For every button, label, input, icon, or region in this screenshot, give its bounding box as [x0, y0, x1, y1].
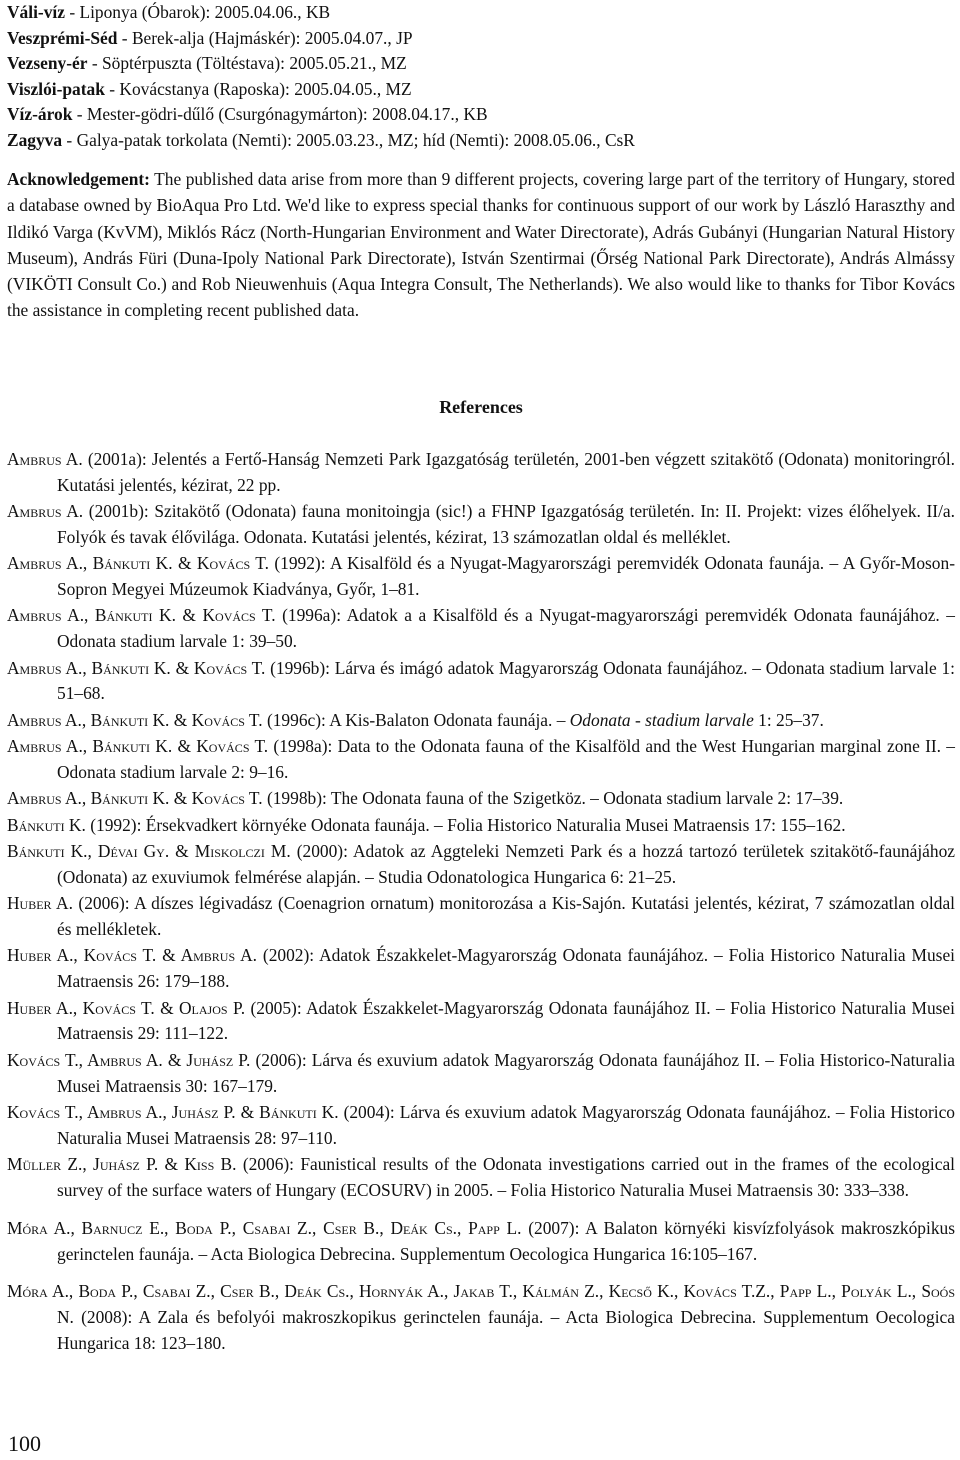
- reference-entry: [7, 839, 955, 891]
- reference-text: (1996a): Adatok a a Kisalföld és a Nyugat-magyarországi peremvidék Odonata faunájához. – Odonata stadium larvale 1: 39–50.: [57, 605, 955, 652]
- reference-text: (2000): Adatok az Aggteleki Nemzeti Park és a hozzá tartozó területek szitakötő-faunájához (Odonata) az exuviumok felmérése alapján. – Studia Odonatologica Hungarica 6: 21–25.: [57, 841, 955, 887]
- locality-name: Váli-víz: [7, 2, 65, 22]
- locality-entry: [7, 51, 955, 77]
- reference-entry: [7, 447, 955, 499]
- reference-text: (2007): A Balaton környéki kisvízfolyások makroszkópikus gerinctelen faunája. – Acta Biologica Debrecina. Supplementum Oecologica Hungarica 16:105–167.: [57, 1217, 955, 1264]
- reference-authors: Ambrus A., Bánkuti K. & Kovács T.: [7, 657, 266, 678]
- locality-entry: [7, 26, 955, 52]
- locality-detail: - Berek-alja (Hajmáskér): 2005.04.07., JP: [117, 27, 413, 48]
- reference-authors: Huber A.: [7, 893, 73, 914]
- acknowledgement-label: Acknowledgement:: [7, 169, 150, 189]
- reference-text: (1996b): Lárva és imágó adatok Magyarország Odonata faunájához. – Odonata stadium larvale 1: 51–68.: [57, 657, 955, 704]
- reference-authors: Ambrus A., Bánkuti K. & Kovács T.: [7, 605, 276, 626]
- reference-journal-italic: Odonata - stadium larvale: [569, 709, 754, 730]
- reference-entry: [7, 603, 955, 655]
- reference-entry: [7, 996, 955, 1048]
- reference-text: (1992): Érsekvadkert környéke Odonata faunája. – Folia Historico Naturalia Musei Matraensis 17: 155–162.: [85, 814, 846, 835]
- reference-text: (1998a): Data to the Odonata fauna of the Kisalföld and the West Hungarian marginal zone II. – Odonata stadium larvale 2: 9–16.: [57, 736, 955, 782]
- locality-detail: - Liponya (Óbarok): 2005.04.06., KB: [64, 2, 331, 22]
- reference-authors: Huber A., Kovács T. & Ambrus A.: [7, 945, 258, 966]
- locality-list: [7, 0, 955, 153]
- locality-detail: - Galya-patak torkolata (Nemti): 2005.03.23., MZ; híd (Nemti): 2008.05.06., CsR: [62, 129, 635, 150]
- locality-name: Vezseny-ér: [7, 53, 88, 73]
- reference-entry: [7, 734, 955, 786]
- references-heading: References: [439, 396, 523, 417]
- reference-authors: Kovács T., Ambrus A., Juhász P. & Bánkuti K.: [7, 1102, 339, 1123]
- reference-entry: [7, 891, 955, 943]
- reference-tail: 1: 25–37.: [753, 709, 824, 730]
- reference-entry: [7, 499, 955, 551]
- locality-name: Víz-árok: [7, 104, 73, 124]
- reference-authors: Móra A., Barnucz E., Boda P., Csabai Z., Cser B., Deák Cs., Papp L.: [7, 1217, 522, 1238]
- reference-entry: [7, 943, 955, 995]
- reference-authors: Müller Z., Juhász P. & Kiss B.: [7, 1154, 237, 1175]
- reference-authors: Bánkuti K.: [7, 814, 86, 835]
- reference-text: (1998b): The Odonata fauna of the Szigetköz. – Odonata stadium larvale 2: 17–39.: [262, 788, 844, 809]
- acknowledgement-paragraph: [7, 166, 955, 324]
- reference-authors: Ambrus A.: [7, 448, 83, 469]
- reference-authors: Ambrus A., Bánkuti K. & Kovács T.: [7, 553, 269, 574]
- reference-entry: [7, 786, 955, 812]
- reference-text: (2006): Lárva és exuvium adatok Magyarország Odonata faunájához II. – Folia Historico-Naturalia Musei Matraensis 30: 167–179.: [57, 1049, 955, 1096]
- reference-authors: Bánkuti K., Dévai Gy. & Miskolczi M.: [7, 841, 291, 862]
- reference-entry: [7, 813, 955, 839]
- reference-text: (2006): A díszes légivadász (Coenagrion ornatum) monitorozása a Kis-Sajón. Kutatási jelentés, kézirat, 7 számozatlan oldal és mellékletek.: [57, 893, 955, 940]
- reference-authors: Huber A., Kovács T. & Olajos P.: [7, 997, 246, 1018]
- page-number: 100: [8, 1431, 41, 1456]
- reference-authors: Móra A., Boda P., Csabai Z., Cser B., Deák Cs., Hornyák A., Jakab T., Kálmán Z., Kecső K., Kovács T.Z., Papp L., Polyák L., Soós N.: [7, 1281, 955, 1328]
- reference-entry: [7, 1048, 955, 1100]
- reference-entry: [7, 708, 955, 734]
- locality-detail: - Mester-gödri-dűlő (Csurgónagymárton): 2008.04.17., KB: [72, 104, 488, 124]
- reference-text: (2001a): Jelentés a Fertő-Hanság Nemzeti Park Igazgatóság területén, 2001-ben végzett szitakötő (Odonata) monitoringról. Kutatási jelentés, kézirat, 22 pp.: [57, 448, 956, 495]
- reference-text: (2004): Lárva és exuvium adatok Magyarország Odonata faunájához. – Folia Historico Naturalia Musei Matraensis 28: 97–110.: [57, 1102, 955, 1148]
- paper-page: [7, 0, 955, 1357]
- locality-name: Viszlói-patak: [7, 78, 105, 99]
- reference-entry: [7, 1216, 955, 1268]
- locality-name: Zagyva: [7, 129, 63, 150]
- reference-entry: [7, 551, 955, 603]
- reference-entry: [7, 1279, 955, 1356]
- reference-authors: Ambrus A.: [7, 500, 84, 521]
- reference-authors: Ambrus A., Bánkuti K. & Kovács T.: [7, 709, 263, 730]
- reference-authors: Ambrus A., Bánkuti K. & Kovács T.: [7, 736, 269, 757]
- reference-text: (2001b): Szitakötő (Odonata) fauna monitoingja (sic!) a FHNP Igazgatóság területén. In: II. Projekt: vizes élőhelyek. II/a. Folyók és tavak élővilága. Odonata. Kutatási jelentés, kézirat, 13 számozatlan oldal és melléklet.: [57, 500, 956, 547]
- acknowledgement-text: The published data arise from more than 9 different projects, covering large part of the territory of Hungary, stored a database owned by BioAqua Pro Ltd. We'd like to express special thanks for continuous support of our work by László Haraszthy and Ildikó Varga (KvVM), Miklós Rácz (North-Hungarian Environment and Water Directorate), Adrás Gubányi (Hungarian Natural History Museum), András Füri (Duna-Ipoly National Park Directorate), István Szentirmai (Őrség National Park Directorate), András Almássy (VIKÖTI Consult Co.) and Rob Nieuwenhuis (Aqua Integra Consult, The Netherlands). We also would like to thanks for Tibor Kovács the assistance in completing recent published data.: [7, 169, 955, 321]
- reference-authors: Ambrus A., Bánkuti K. & Kovács T.: [7, 788, 263, 809]
- locality-detail: - Kovácstanya (Raposka): 2005.04.05., MZ: [104, 78, 412, 99]
- reference-text: (1992): A Kisalföld és a Nyugat-Magyarországi peremvidék Odonata faunája. – A Győr-Moson-Sopron Megyei Múzeumok Kiadványa, Győr, 1–81.: [57, 553, 955, 599]
- locality-name: Veszprémi-Séd: [7, 27, 118, 48]
- reference-text: (2002): Adatok Északkelet-Magyarország Odonata faunájához. – Folia Historico Naturalia Musei Matraensis 26: 179–188.: [57, 945, 956, 992]
- reference-list: [7, 447, 955, 1357]
- reference-entry: [7, 656, 955, 708]
- reference-text: (1996c): A Kis-Balaton Odonata faunája. –: [262, 709, 570, 730]
- reference-entry: [7, 1152, 955, 1204]
- reference-text: (2006): Faunistical results of the Odonata investigations carried out in the frames of the ecological survey of the surface waters of Hungary (ECOSURV) in 2005. – Folia Historico Naturalia Musei Matraensis 30: 333–338.: [57, 1154, 956, 1200]
- locality-entry: [7, 0, 955, 26]
- locality-entry: [7, 128, 955, 154]
- locality-entry: [7, 102, 955, 128]
- reference-text: (2005): Adatok Északkelet-Magyarország Odonata faunájához II. – Folia Historico Naturalia Musei Matraensis 29: 111–122.: [57, 997, 955, 1044]
- locality-entry: [7, 77, 955, 103]
- reference-text: (2008): A Zala és befolyói makroszkopikus gerinctelen faunája. – Acta Biologica Debrecina. Supplementum Oecologica Hungarica 18: 123–180.: [57, 1307, 955, 1353]
- reference-entry: [7, 1100, 955, 1152]
- reference-authors: Kovács T., Ambrus A. & Juhász P.: [7, 1049, 251, 1070]
- locality-detail: - Söptérpuszta (Töltéstava): 2005.05.21., MZ: [87, 53, 407, 73]
